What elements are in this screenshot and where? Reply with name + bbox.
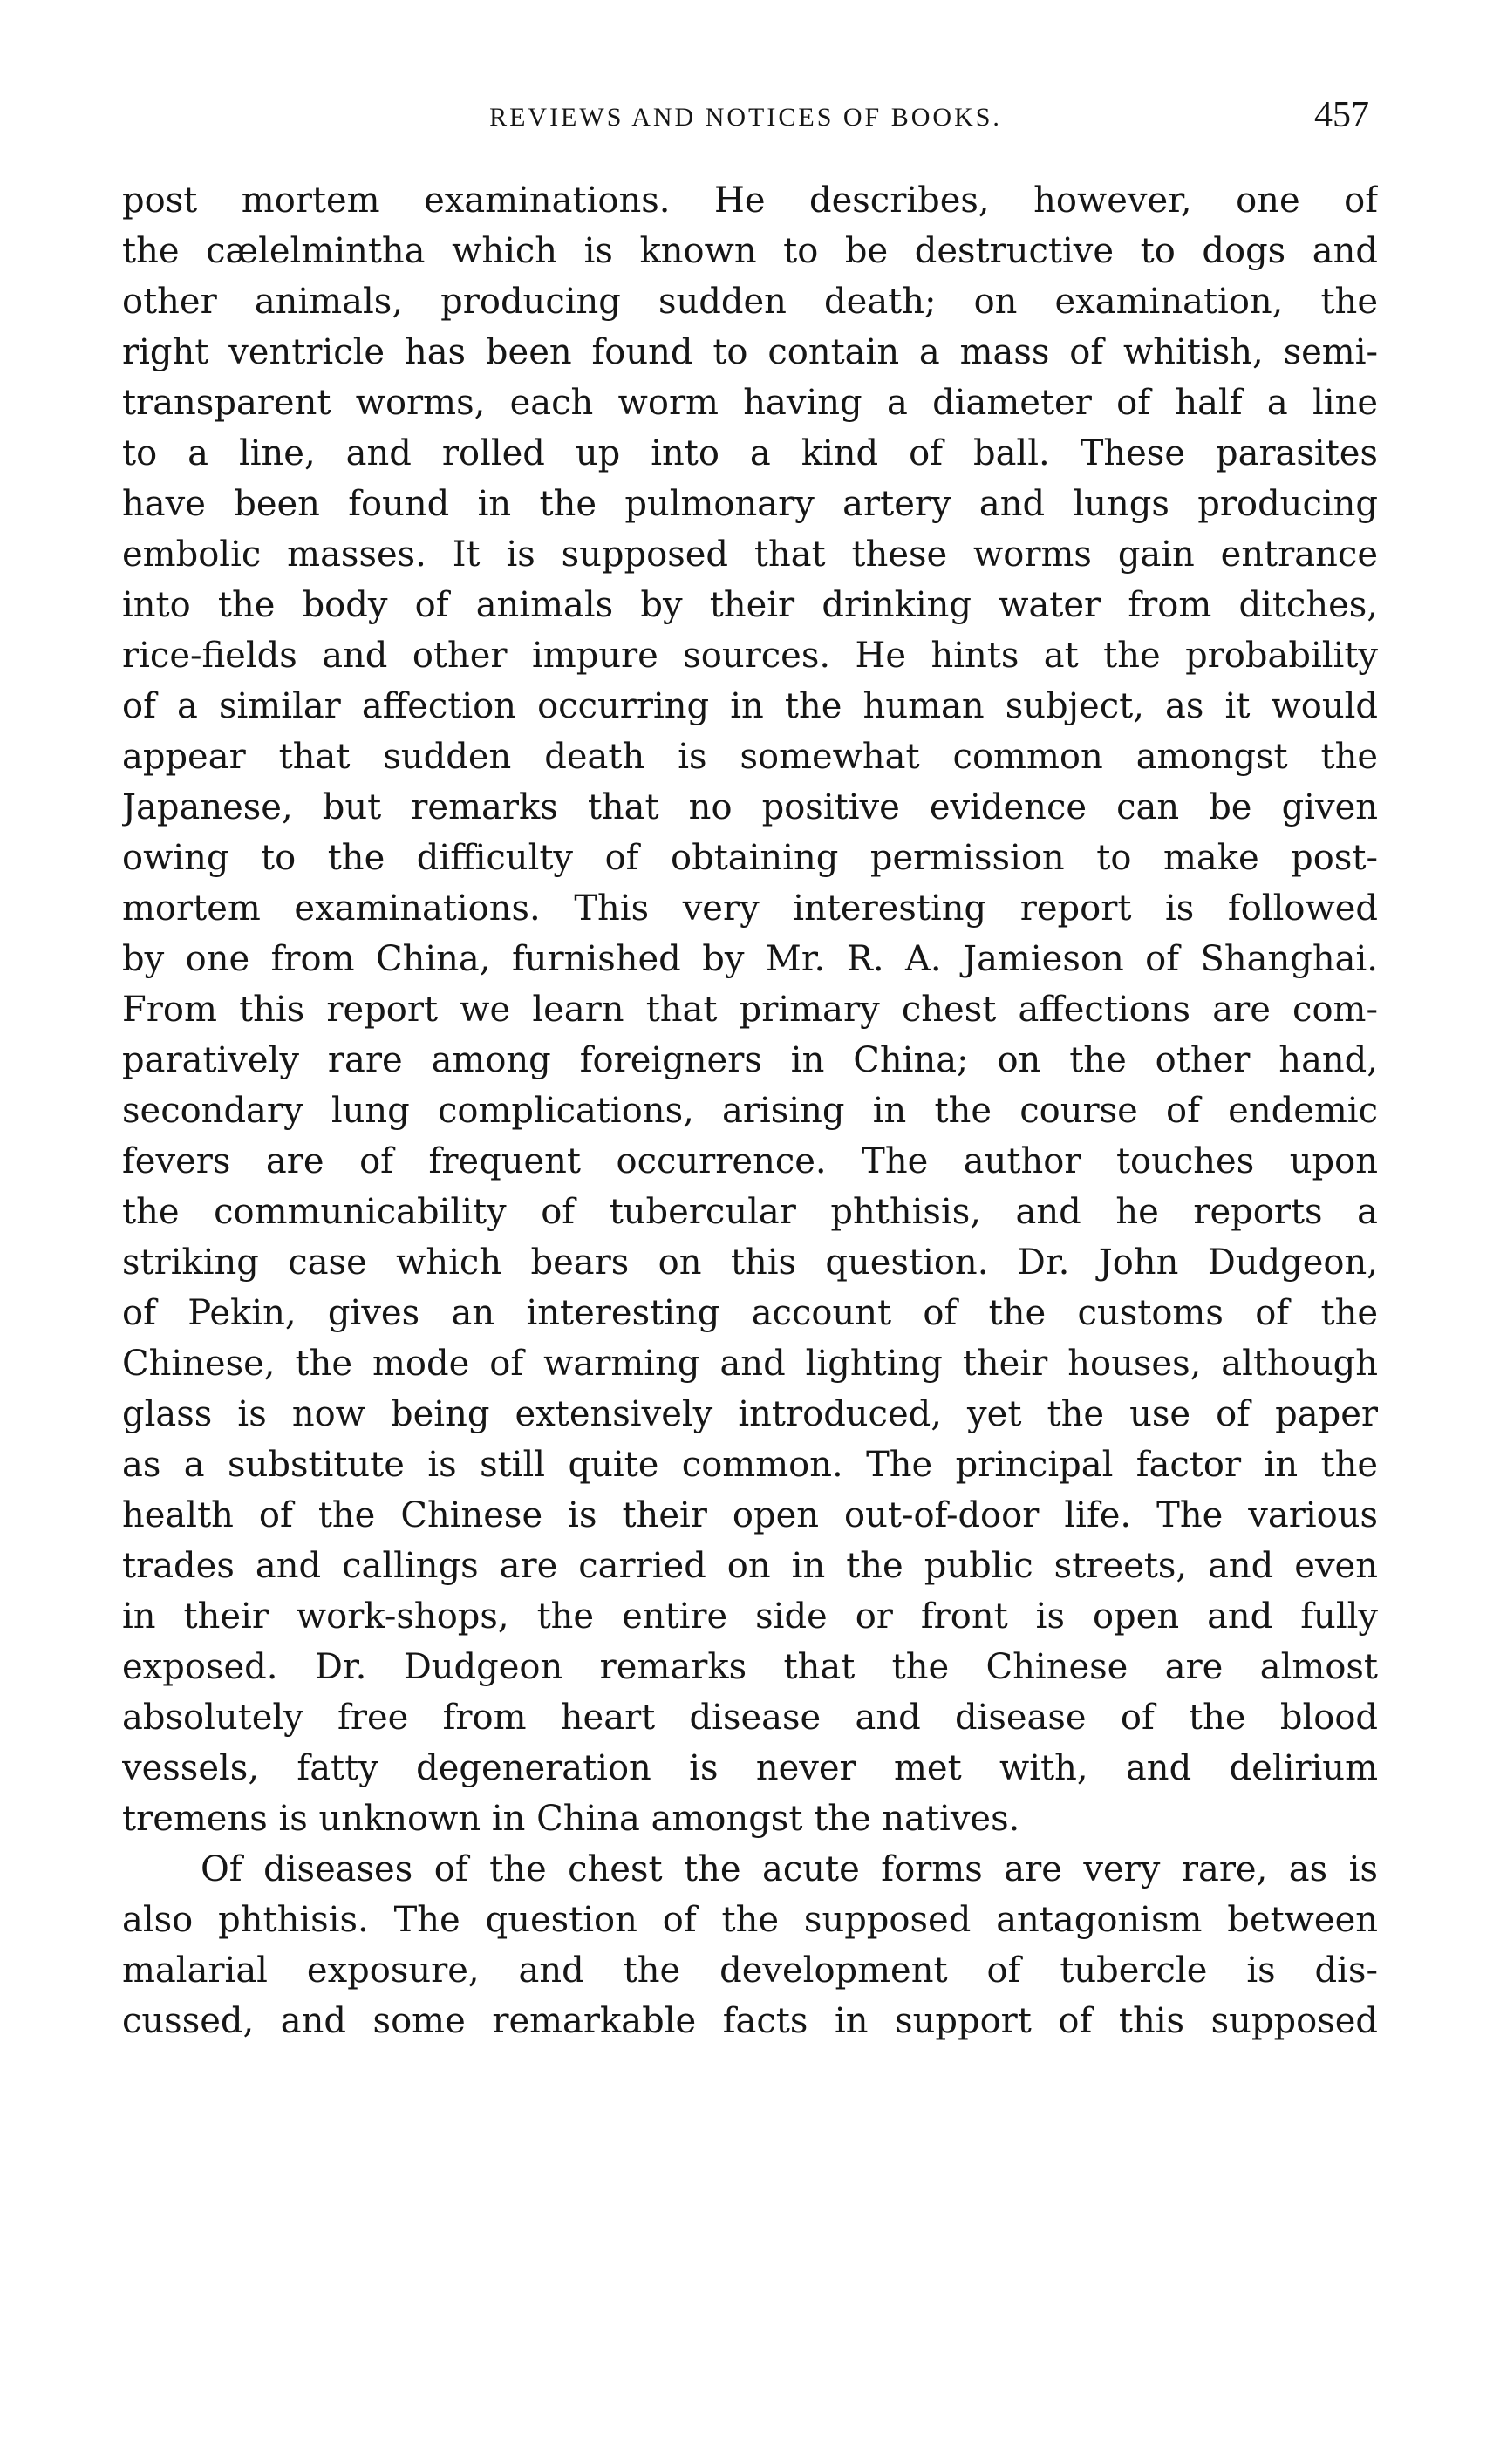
text-line: owing to the difficulty of obtaining permission to make post- — [122, 841, 1378, 878]
text-line: glass is now being extensively introduced, yet the use of paper — [122, 1397, 1378, 1434]
paragraph-end-line: tremens is unknown in China amongst the natives. — [122, 1801, 1020, 1839]
text-line: in their work-shops, the entire side or front is open and fully — [122, 1599, 1378, 1637]
page-header — [122, 94, 1369, 146]
text-line: cussed, and some remarkable facts in support of this supposed — [122, 2004, 1378, 2041]
text-line: right ventricle has been found to contain a mass of whitish, semi- — [122, 335, 1378, 372]
text-line: malarial exposure, and the development of tubercle is dis- — [122, 1953, 1378, 1991]
text-line: have been found in the pulmonary artery and lungs producing — [122, 487, 1378, 524]
page-number: 457 — [1314, 95, 1369, 135]
text-line: fevers are of frequent occurrence. The author touches upon — [122, 1144, 1378, 1181]
text-line: exposed. Dr. Dudgeon remarks that the Chinese are almost — [122, 1650, 1378, 1687]
running-head: REVIEWS AND NOTICES OF BOOKS. — [489, 103, 1002, 132]
text-line: Japanese, but remarks that no positive evidence can be given — [122, 790, 1378, 827]
text-line: vessels, fatty degeneration is never met with, and delirium — [122, 1751, 1378, 1788]
text-line: absolutely free from heart disease and disease of the blood — [122, 1700, 1378, 1738]
text-line: transparent worms, each worm having a diameter of half a line — [122, 385, 1378, 423]
text-line: trades and callings are carried on in the public streets, and even — [122, 1549, 1378, 1586]
paragraph-start-line: Of diseases of the chest the acute forms are very rare, as is — [201, 1852, 1378, 1889]
text-line: mortem examinations. This very interesting report is followed — [122, 891, 1378, 929]
text-line: to a line, and rolled up into a kind of ball. These parasites — [122, 436, 1378, 473]
text-line: also phthisis. The question of the supposed antagonism between — [122, 1902, 1378, 1940]
text-line: striking case which bears on this question. Dr. John Dudgeon, — [122, 1245, 1378, 1283]
text-line: embolic masses. It is supposed that these worms gain entrance — [122, 537, 1378, 575]
text-line: other animals, producing sudden death; on examination, the — [122, 284, 1378, 322]
text-line: of Pekin, gives an interesting account of the customs of the — [122, 1296, 1378, 1333]
text-line: of a similar affection occurring in the human subject, as it would — [122, 689, 1378, 726]
text-line: Chinese, the mode of warming and lighting their houses, although — [122, 1346, 1378, 1384]
body-text — [122, 183, 1378, 2054]
text-line: the cælelmintha which is known to be destructive to dogs and — [122, 234, 1378, 271]
text-line: into the body of animals by their drinking water from ditches, — [122, 588, 1378, 625]
text-line: secondary lung complications, arising in the course of endemic — [122, 1093, 1378, 1131]
text-line: the communicability of tubercular phthisis, and he reports a — [122, 1195, 1378, 1232]
text-line: From this report we learn that primary chest affections are com- — [122, 992, 1378, 1030]
text-line: appear that sudden death is somewhat common amongst the — [122, 739, 1378, 777]
text-line: paratively rare among foreigners in China; on the other hand, — [122, 1043, 1378, 1080]
text-line: health of the Chinese is their open out-of-door life. The various — [122, 1498, 1378, 1535]
text-line: by one from China, furnished by Mr. R. A. Jamieson of Shanghai. — [122, 942, 1378, 979]
text-line: post mortem examinations. He describes, however, one of — [122, 183, 1378, 221]
text-line: as a substitute is still quite common. The principal factor in the — [122, 1447, 1378, 1485]
text-line: rice-fields and other impure sources. He hints at the probability — [122, 638, 1378, 676]
